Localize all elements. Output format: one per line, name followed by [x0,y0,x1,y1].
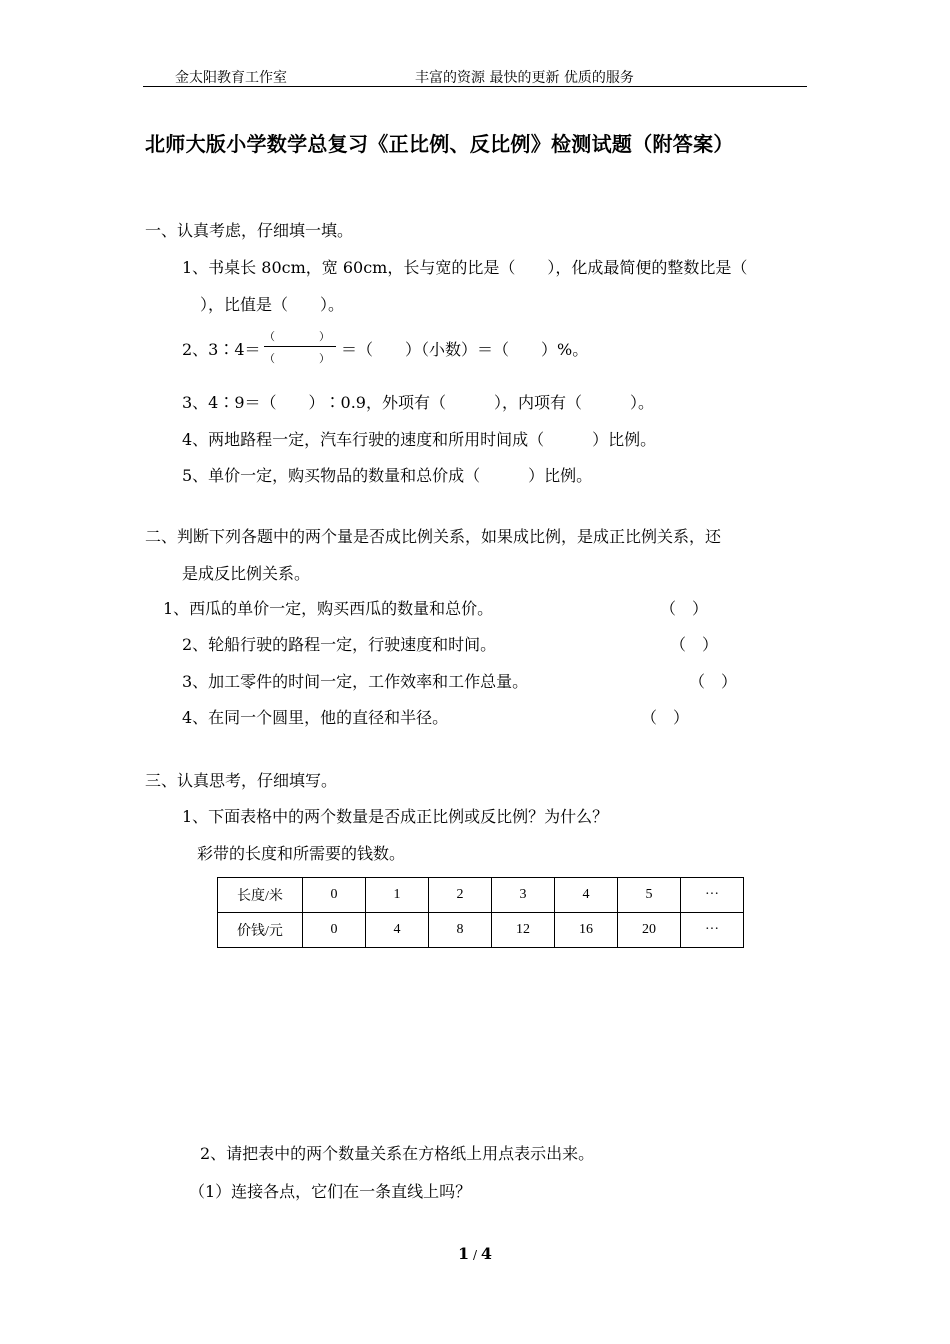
section1-q1-line2: ），比值是（ ）。 [200,295,345,314]
section1-q2-suffix: ＝（ ）（小数）＝（ ）%。 [341,340,589,359]
header-right-text: 丰富的资源 最快的更新 优质的服务 [415,70,634,86]
table-cell: ··· [681,878,744,913]
length-price-table [217,877,744,948]
table-cell: 1 [366,878,429,913]
page-current: 1 [458,1244,470,1263]
header-left-text: 金太阳教育工作室 [175,70,287,86]
page-title: 北师大版小学数学总复习《正比例、反比例》检测试题（附答案） [145,132,734,156]
table-cell: 12 [492,913,555,948]
section3-q2-sub1: （1）连接各点，它们在一条直线上吗？ [189,1182,472,1201]
section1-q2-fraction-bar [264,346,336,347]
table-cell: 16 [555,913,618,948]
section2-item-4-answer: （ ） [641,708,690,727]
section1-heading: 一、认真考虑，仔细填一填。 [145,221,354,240]
section3-heading: 三、认真思考，仔细填写。 [145,771,338,790]
page-number [0,1244,950,1263]
page-total: 4 [480,1244,492,1263]
section1-q5: 5、单价一定，购买物品的数量和总价成（ ）比例。 [182,466,593,485]
table-row-price [218,913,744,948]
section1-q2-prefix: 2、3∶4＝ [182,340,261,359]
table-cell: 3 [492,878,555,913]
table-cell: 0 [303,878,366,913]
table-row-label: 价钱/元 [218,913,303,948]
table-cell: 8 [429,913,492,948]
section3-q1-subtitle: 彩带的长度和所需要的钱数。 [197,844,406,863]
table-row-label: 长度/米 [218,878,303,913]
table-cell: 4 [555,878,618,913]
table-cell: 2 [429,878,492,913]
section3-q2: 2、请把表中的两个数量关系在方格纸上用点表示出来。 [200,1144,595,1163]
section1-q2-numerator: （ ） [264,330,330,343]
header-rule [143,86,807,87]
table-cell: 5 [618,878,681,913]
section2-heading-line1: 二、判断下列各题中的两个量是否成比例关系，如果成比例，是成正比例关系，还 [145,527,722,546]
section2-item-2: 2、轮船行驶的路程一定，行驶速度和时间。 [182,635,497,654]
section2-item-1-answer: （ ） [660,599,709,618]
section2-item-2-answer: （ ） [670,635,719,654]
section2-item-3: 3、加工零件的时间一定，工作效率和工作总量。 [182,672,529,691]
section1-q3: 3、4∶9＝（ ）∶0.9，外项有（ ），内项有（ ）。 [182,393,654,412]
table-row-length [218,878,744,913]
table-cell: 4 [366,913,429,948]
table-cell: 0 [303,913,366,948]
section1-q4: 4、两地路程一定，汽车行驶的速度和所用时间成（ ）比例。 [182,430,657,449]
section2-heading-line2: 是成反比例关系。 [182,564,311,583]
section1-q2-denominator: （ ） [264,352,330,365]
section1-q1-line1: 1、书桌长 80cm，宽 60cm，长与宽的比是（ ），化成最简便的整数比是（ [182,258,748,277]
section2-item-1: 1、西瓜的单价一定，购买西瓜的数量和总价。 [163,599,494,618]
section2-item-3-answer: （ ） [689,672,738,691]
section3-q1: 1、下面表格中的两个数量是否成正比例或反比例？为什么？ [182,807,609,826]
table-cell: ··· [681,913,744,948]
page-separator: / [469,1248,481,1262]
table-cell: 20 [618,913,681,948]
section2-item-4: 4、在同一个圆里，他的直径和半径。 [182,708,449,727]
